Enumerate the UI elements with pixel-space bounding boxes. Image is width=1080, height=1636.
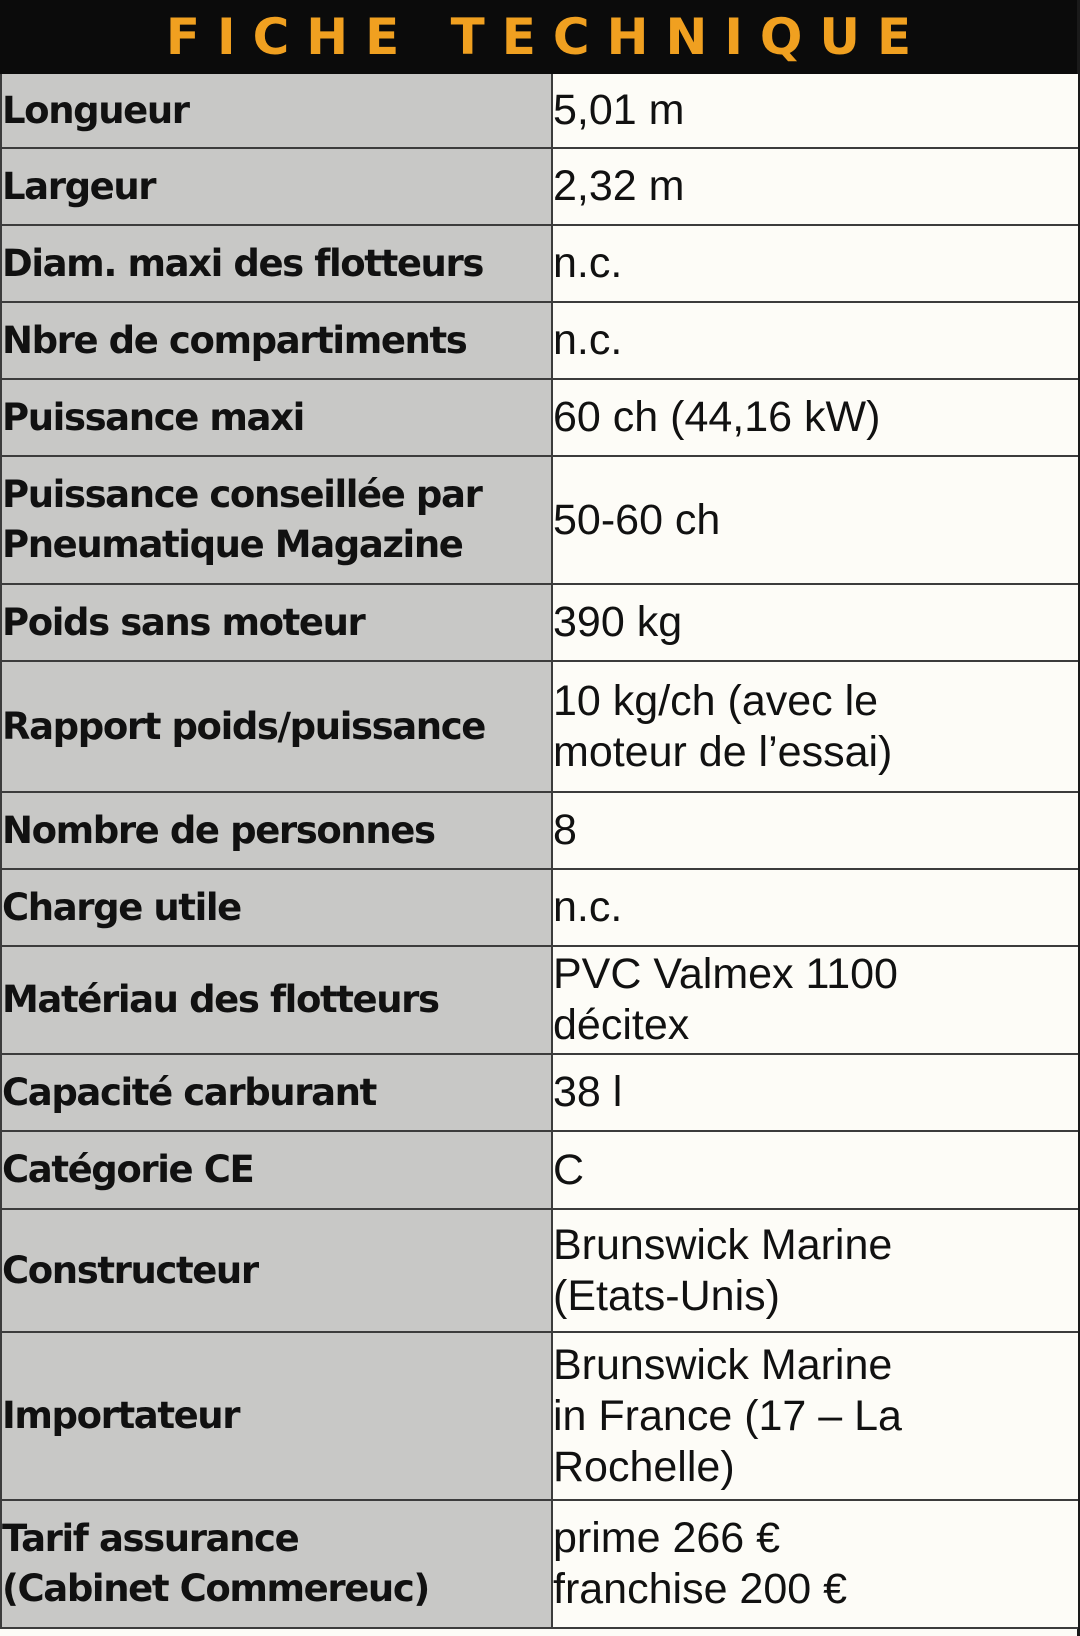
row-value: 2,32 m	[552, 148, 1078, 225]
row-value: n.c.	[552, 869, 1078, 946]
row-value: PVC Valmex 1100 décitex	[552, 946, 1078, 1054]
spec-table	[0, 74, 1078, 1629]
row-label: Matériau des flotteurs	[1, 946, 552, 1054]
row-value: n.c.	[552, 225, 1078, 302]
row-value: 60 ch (44,16 kW)	[552, 379, 1078, 456]
row-label: Nombre de personnes	[1, 792, 552, 869]
row-value: 8	[552, 792, 1078, 869]
table-row	[1, 1054, 1078, 1131]
row-value: prime 266 € franchise 200 €	[552, 1500, 1078, 1628]
table-row	[1, 1131, 1078, 1209]
row-label: Importateur	[1, 1332, 552, 1500]
row-label: Constructeur	[1, 1209, 552, 1332]
row-label: Nbre de compartiments	[1, 302, 552, 379]
row-value: 390 kg	[552, 584, 1078, 661]
row-label: Rapport poids/puissance	[1, 661, 552, 792]
row-label: Tarif assurance (Cabinet Commereuc)	[1, 1500, 552, 1628]
row-value: n.c.	[552, 302, 1078, 379]
table-row	[1, 792, 1078, 869]
row-label: Charge utile	[1, 869, 552, 946]
table-row	[1, 225, 1078, 302]
row-value: 5,01 m	[552, 74, 1078, 148]
row-label: Longueur	[1, 74, 552, 148]
row-label: Catégorie CE	[1, 1131, 552, 1209]
row-value: C	[552, 1131, 1078, 1209]
table-row	[1, 74, 1078, 148]
table-row	[1, 379, 1078, 456]
row-label: Largeur	[1, 148, 552, 225]
table-row	[1, 584, 1078, 661]
row-label: Diam. maxi des flotteurs	[1, 225, 552, 302]
row-label: Puissance conseillée par Pneumatique Magazine	[1, 456, 552, 584]
row-value: 38 l	[552, 1054, 1078, 1131]
table-row	[1, 1332, 1078, 1500]
row-value: Brunswick Marine in France (17 – La Rochelle)	[552, 1332, 1078, 1500]
row-value: 50-60 ch	[552, 456, 1078, 584]
table-row	[1, 946, 1078, 1054]
row-label: Capacité carburant	[1, 1054, 552, 1131]
row-value: Brunswick Marine (Etats-Unis)	[552, 1209, 1078, 1332]
table-row	[1, 869, 1078, 946]
table-row	[1, 1209, 1078, 1332]
table-row	[1, 1500, 1078, 1628]
spec-sheet-title: FICHE TECHNIQUE	[0, 0, 1077, 74]
table-row	[1, 661, 1078, 792]
table-row	[1, 456, 1078, 584]
row-value: 10 kg/ch (avec le moteur de l’essai)	[552, 661, 1078, 792]
row-label: Poids sans moteur	[1, 584, 552, 661]
table-row	[1, 302, 1078, 379]
table-row	[1, 148, 1078, 225]
row-label: Puissance maxi	[1, 379, 552, 456]
